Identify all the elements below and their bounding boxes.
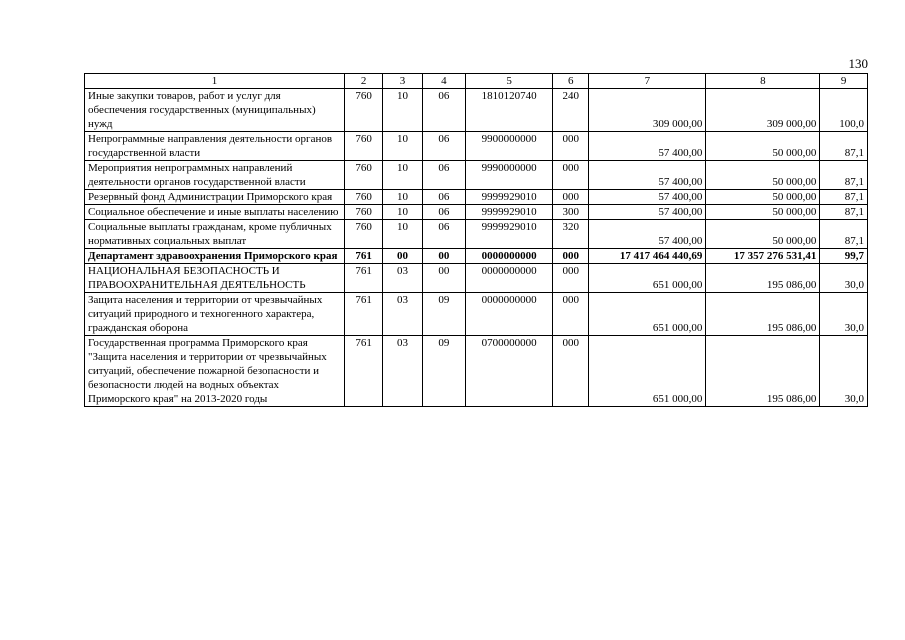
cell-code-subsection: 06: [422, 220, 466, 249]
cell-actual-amount: 50 000,00: [706, 220, 820, 249]
cell-code-expense-type: 300: [553, 205, 589, 220]
cell-code-admin: 761: [344, 293, 382, 336]
cell-percent: 30,0: [820, 336, 868, 407]
cell-code-admin: 760: [344, 190, 382, 205]
header-row: [85, 74, 868, 89]
cell-code-expense-type: 000: [553, 264, 589, 293]
cell-code-subsection: 00: [422, 264, 466, 293]
cell-code-expense-type: 000: [553, 161, 589, 190]
cell-name: Непрограммные направления деятельности органов государственной власти: [85, 132, 345, 161]
cell-code-admin: 760: [344, 205, 382, 220]
cell-percent: 99,7: [820, 249, 868, 264]
cell-code-section: 10: [383, 205, 422, 220]
cell-code-target: 1810120740: [466, 89, 553, 132]
cell-actual-amount: 195 086,00: [706, 264, 820, 293]
cell-code-admin: 760: [344, 161, 382, 190]
header-cell: 8: [706, 74, 820, 89]
cell-plan-amount: 57 400,00: [589, 205, 706, 220]
cell-code-admin: 761: [344, 336, 382, 407]
cell-code-section: 03: [383, 293, 422, 336]
cell-code-section: 10: [383, 220, 422, 249]
header-cell: 7: [589, 74, 706, 89]
cell-code-subsection: 09: [422, 293, 466, 336]
table-row: [85, 161, 868, 190]
table-row: [85, 205, 868, 220]
cell-percent: 87,1: [820, 132, 868, 161]
cell-plan-amount: 57 400,00: [589, 132, 706, 161]
table-row: [85, 89, 868, 132]
header-cell: 6: [553, 74, 589, 89]
cell-code-section: 10: [383, 132, 422, 161]
budget-table: [84, 73, 868, 407]
cell-actual-amount: 50 000,00: [706, 205, 820, 220]
cell-code-subsection: 06: [422, 161, 466, 190]
cell-code-target: 9999929010: [466, 190, 553, 205]
cell-name: Иные закупки товаров, работ и услуг для обеспечения государственных (муниципальных) нужд: [85, 89, 345, 132]
cell-code-subsection: 00: [422, 249, 466, 264]
cell-code-target: 0000000000: [466, 249, 553, 264]
cell-actual-amount: 309 000,00: [706, 89, 820, 132]
cell-code-expense-type: 000: [553, 293, 589, 336]
cell-code-target: 9900000000: [466, 132, 553, 161]
cell-code-section: 03: [383, 336, 422, 407]
cell-name: Мероприятия непрограммных направлений деятельности органов государственной власти: [85, 161, 345, 190]
cell-actual-amount: 50 000,00: [706, 190, 820, 205]
cell-code-section: 10: [383, 89, 422, 132]
cell-code-expense-type: 000: [553, 132, 589, 161]
cell-name: Резервный фонд Администрации Приморского края: [85, 190, 345, 205]
cell-code-target: 0700000000: [466, 336, 553, 407]
header-cell: 2: [344, 74, 382, 89]
table-row: [85, 190, 868, 205]
cell-actual-amount: 50 000,00: [706, 132, 820, 161]
cell-plan-amount: 57 400,00: [589, 161, 706, 190]
cell-plan-amount: 17 417 464 440,69: [589, 249, 706, 264]
header-cell: 3: [383, 74, 422, 89]
cell-name: Государственная программа Приморского края "Защита населения и территории от чрезвычайных ситуаций, обеспечение пожарной безопасности и безопасности людей на водных объектах Приморского края" на 2013-2020 годы: [85, 336, 345, 407]
cell-code-target: 9999929010: [466, 220, 553, 249]
cell-plan-amount: 651 000,00: [589, 264, 706, 293]
cell-code-section: 10: [383, 190, 422, 205]
cell-code-target: 9999929010: [466, 205, 553, 220]
table-row: [85, 336, 868, 407]
cell-plan-amount: 651 000,00: [589, 336, 706, 407]
cell-code-expense-type: 000: [553, 190, 589, 205]
header-cell: 5: [466, 74, 553, 89]
cell-code-expense-type: 000: [553, 249, 589, 264]
cell-code-admin: 761: [344, 249, 382, 264]
cell-percent: 87,1: [820, 205, 868, 220]
cell-code-admin: 760: [344, 220, 382, 249]
cell-actual-amount: 50 000,00: [706, 161, 820, 190]
table-row: [85, 132, 868, 161]
cell-code-target: 0000000000: [466, 293, 553, 336]
header-cell: 1: [85, 74, 345, 89]
cell-actual-amount: 195 086,00: [706, 336, 820, 407]
cell-code-subsection: 06: [422, 132, 466, 161]
cell-code-admin: 760: [344, 89, 382, 132]
cell-code-admin: 760: [344, 132, 382, 161]
table-row: [85, 220, 868, 249]
cell-code-expense-type: 240: [553, 89, 589, 132]
cell-code-subsection: 06: [422, 205, 466, 220]
cell-name: Социальное обеспечение и иные выплаты населению: [85, 205, 345, 220]
cell-code-target: 0000000000: [466, 264, 553, 293]
cell-name: НАЦИОНАЛЬНАЯ БЕЗОПАСНОСТЬ И ПРАВООХРАНИТЕЛЬНАЯ ДЕЯТЕЛЬНОСТЬ: [85, 264, 345, 293]
cell-code-expense-type: 320: [553, 220, 589, 249]
cell-percent: 87,1: [820, 190, 868, 205]
cell-code-target: 9990000000: [466, 161, 553, 190]
header-cell: 4: [422, 74, 466, 89]
table-row: [85, 293, 868, 336]
cell-name: Социальные выплаты гражданам, кроме публичных нормативных социальных выплат: [85, 220, 345, 249]
cell-code-expense-type: 000: [553, 336, 589, 407]
cell-code-section: 10: [383, 161, 422, 190]
cell-code-admin: 761: [344, 264, 382, 293]
cell-actual-amount: 195 086,00: [706, 293, 820, 336]
cell-plan-amount: 57 400,00: [589, 190, 706, 205]
cell-name: Департамент здравоохранения Приморского края: [85, 249, 345, 264]
cell-plan-amount: 651 000,00: [589, 293, 706, 336]
cell-plan-amount: 57 400,00: [589, 220, 706, 249]
header-cell: 9: [820, 74, 868, 89]
page-number: 130: [848, 56, 868, 71]
cell-percent: 30,0: [820, 293, 868, 336]
cell-percent: 87,1: [820, 161, 868, 190]
cell-name: Защита населения и территории от чрезвычайных ситуаций природного и техногенного характера, гражданская оборона: [85, 293, 345, 336]
cell-percent: 87,1: [820, 220, 868, 249]
table-row: [85, 264, 868, 293]
cell-code-section: 00: [383, 249, 422, 264]
cell-actual-amount: 17 357 276 531,41: [706, 249, 820, 264]
cell-percent: 100,0: [820, 89, 868, 132]
cell-percent: 30,0: [820, 264, 868, 293]
cell-code-subsection: 06: [422, 89, 466, 132]
cell-plan-amount: 309 000,00: [589, 89, 706, 132]
cell-code-subsection: 09: [422, 336, 466, 407]
cell-code-subsection: 06: [422, 190, 466, 205]
table-row: [85, 249, 868, 264]
cell-code-section: 03: [383, 264, 422, 293]
